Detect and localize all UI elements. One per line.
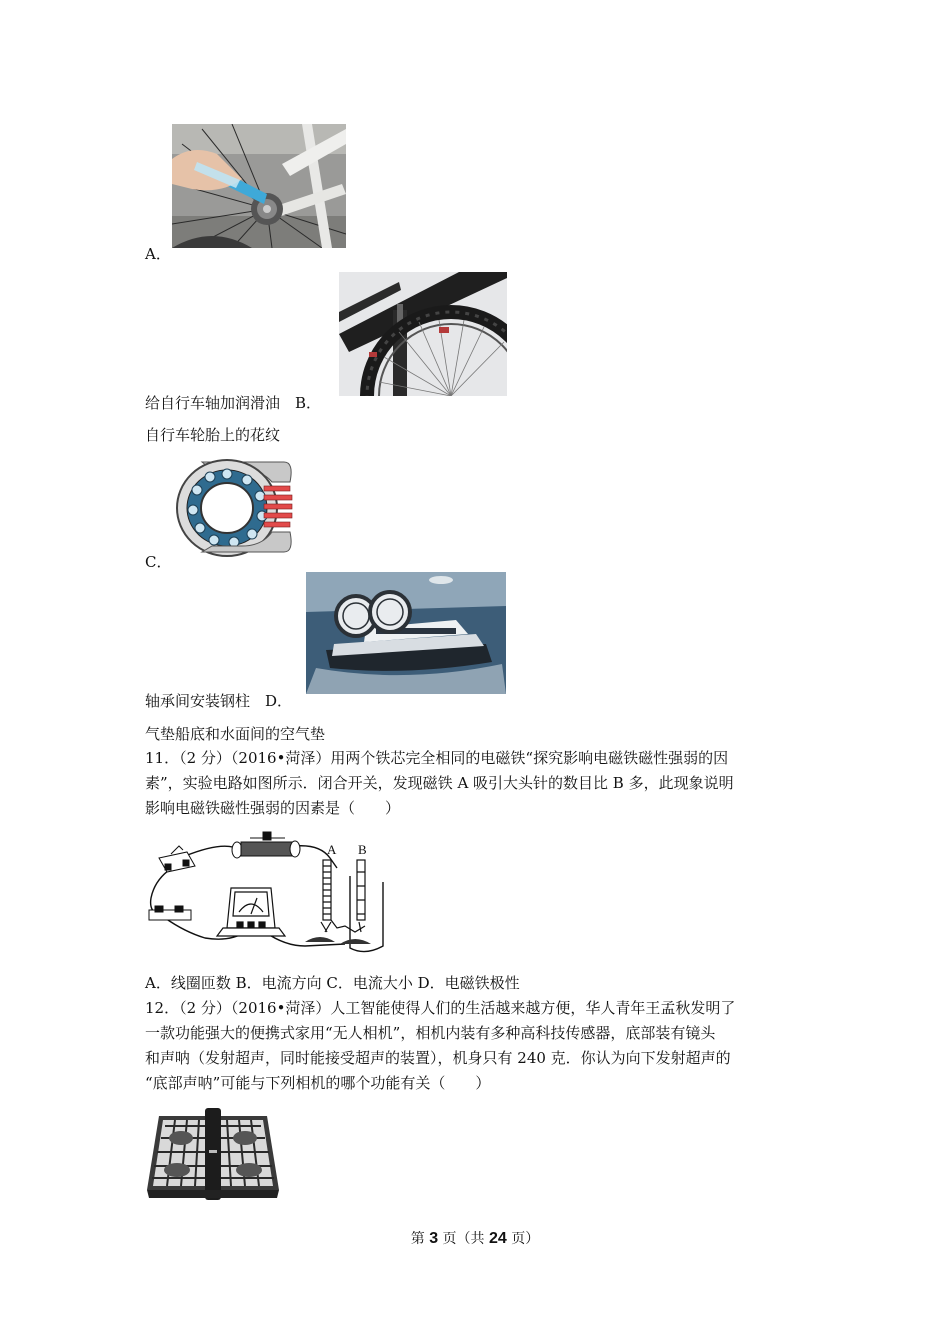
footer-page-number: 3 <box>429 1230 439 1247</box>
option-a-label: A． <box>145 245 171 263</box>
question-11-stem <box>145 746 805 821</box>
question-11-options: A．线圈匝数 B．电流方向 C．电流大小 D．电磁铁极性 <box>145 974 520 992</box>
selfie-drone-image <box>145 1106 281 1206</box>
option-c-label: C． <box>145 553 172 571</box>
option-d-text: 气垫船底和水面间的空气垫 <box>145 725 326 743</box>
page-footer <box>0 1228 950 1248</box>
bike-chain-lubrication-image <box>172 124 346 248</box>
question-11-line-1: 11．（2 分）（2016•菏泽）用两个铁芯完全相同的电磁铁“探究影响电磁铁磁性强弱的因 <box>145 749 729 767</box>
option-a-caption: 给自行车轴加润滑油 <box>145 394 281 412</box>
electromagnet-circuit-diagram <box>145 828 390 960</box>
footer-middle: 页（共 <box>438 1231 489 1247</box>
footer-prefix: 第 <box>410 1231 430 1247</box>
bike-tire-image <box>339 272 507 396</box>
roller-bearing-image <box>172 452 296 560</box>
question-12-stem <box>145 996 805 1096</box>
electromagnet-a-label: A <box>327 842 337 857</box>
footer-suffix: 页） <box>506 1231 540 1247</box>
question-12-line-2: 一款功能强大的便携式家用“无人相机”，相机内装有多种高科技传感器，底部装有镜头 <box>145 1024 716 1042</box>
option-c-text <box>145 690 292 712</box>
footer-total-pages: 24 <box>489 1230 507 1247</box>
question-12-line-3: 和声呐（发射超声，同时能接受超声的装置），机身只有 240 克．你认为向下发射超声的 <box>145 1049 731 1067</box>
option-b-text: 自行车轮胎上的花纹 <box>145 426 281 444</box>
option-d-label: D． <box>265 692 293 710</box>
option-a-text <box>145 392 321 414</box>
electromagnet-b-label: B <box>358 842 367 857</box>
hovercraft-image <box>306 572 506 694</box>
question-11-line-3: 影响电磁铁磁性强弱的因素是（ ） <box>145 799 401 817</box>
option-b-label: B． <box>295 394 322 412</box>
question-11-line-2: 素”，实验电路如图所示．闭合开关，发现磁铁 A 吸引大头针的数目比 B 多，此现象说明 <box>145 774 734 792</box>
question-12-line-4: “底部声呐”可能与下列相机的哪个功能有关（ ） <box>145 1074 491 1092</box>
question-12-line-1: 12．（2 分）（2016•菏泽）人工智能使得人们的生活越来越方便，华人青年王孟秋发明了 <box>145 999 736 1017</box>
option-c-caption: 轴承间安装钢柱 <box>145 692 251 710</box>
